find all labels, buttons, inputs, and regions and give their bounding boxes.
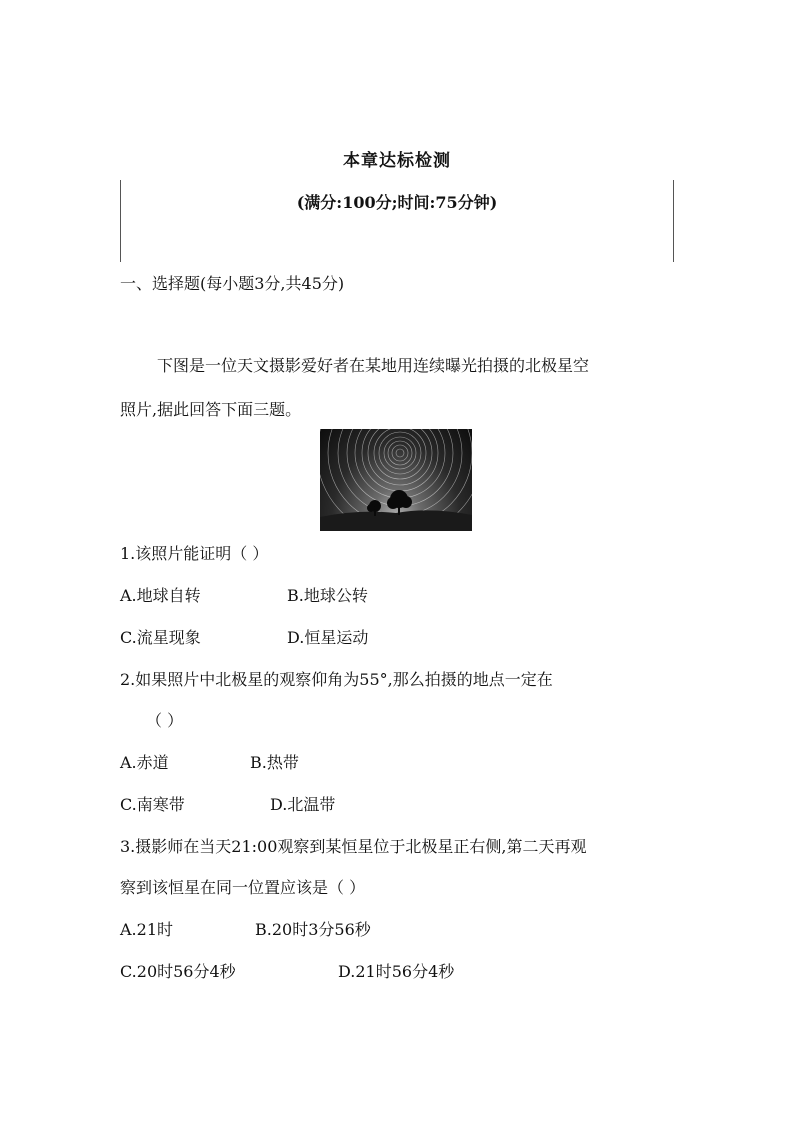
exam-info: (满分:100分;时间:75分钟) bbox=[296, 193, 498, 212]
question-1-stem: 1.该照片能证明（ ） bbox=[120, 544, 269, 563]
intro-line-1: 下图是一位天文摄影爱好者在某地用连续曝光拍摄的北极星空 bbox=[157, 356, 590, 375]
question-3-stem-cont: 察到该恒星在同一位置应该是（ ） bbox=[120, 878, 366, 897]
intro-line-2: 照片,据此回答下面三题。 bbox=[120, 400, 302, 419]
question-2-option-b: B.热带 bbox=[250, 753, 299, 772]
question-3-option-a: A.21时 bbox=[120, 920, 174, 939]
frame-right-line bbox=[673, 180, 674, 262]
question-1-option-b: B.地球公转 bbox=[287, 586, 368, 605]
question-3-option-b: B.20时3分56秒 bbox=[255, 920, 371, 939]
question-1-option-c: C.流星现象 bbox=[120, 628, 201, 647]
question-3-stem: 3.摄影师在当天21:00观察到某恒星位于北极星正右侧,第二天再观 bbox=[120, 837, 587, 856]
question-3-option-d: D.21时56分4秒 bbox=[338, 962, 455, 981]
star-trail-icon bbox=[320, 429, 472, 531]
question-3-option-c: C.20时56分4秒 bbox=[120, 962, 236, 981]
question-2-option-a: A.赤道 bbox=[120, 753, 169, 772]
star-trail-photo bbox=[320, 429, 472, 531]
question-2-option-c: C.南寒带 bbox=[120, 795, 185, 814]
frame-left-line bbox=[120, 180, 121, 262]
question-2-stem-cont: （ ） bbox=[146, 711, 184, 730]
question-2-option-d: D.北温带 bbox=[270, 795, 336, 814]
question-2-stem: 2.如果照片中北极星的观察仰角为55°,那么拍摄的地点一定在 bbox=[120, 670, 553, 689]
page-title: 本章达标检测 bbox=[343, 151, 451, 171]
section-heading: 一、选择题(每小题3分,共45分) bbox=[120, 274, 345, 293]
question-1-option-d: D.恒星运动 bbox=[287, 628, 369, 647]
question-1-option-a: A.地球自转 bbox=[120, 586, 201, 605]
